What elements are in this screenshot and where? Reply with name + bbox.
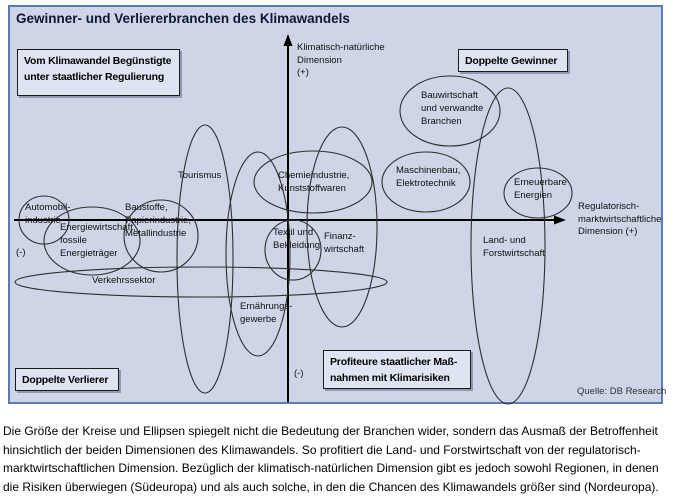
industry-label-energiewirtschaft: Energiewirtschaft, fossile Energieträger xyxy=(60,222,136,259)
y-axis-label-line: Dimension xyxy=(297,54,342,66)
y-axis-negative-label: (-) xyxy=(294,368,304,379)
source-credit: Quelle: DB Research xyxy=(577,386,667,397)
industry-label-ernaehrungsgewerbe: Ernährungs- gewerbe xyxy=(240,301,293,325)
industry-label-bauwirtschaft: Bauwirtschaft und verwandte Branchen xyxy=(421,90,484,127)
industry-label-tourismus: Tourismus xyxy=(178,170,222,181)
quadrant-box-doppelte-verlierer xyxy=(15,368,119,391)
quadrant-box-profiteure xyxy=(323,350,471,389)
quadrant-box-line: nahmen mit Klimarisiken xyxy=(330,371,450,384)
industry-label-erneuerbare-energien: Erneuerbare Energien xyxy=(514,177,567,201)
caption-text: Die Größe der Kreise und Ellipsen spiegelt nicht die Bedeutung der Branchen wider, sondern das Ausmaß der Betroffenheit hinsichtlich der beiden Dimensionen des Klimawandels. So profitiert die Land- und Forstwirtschaft von der regulatorisch-marktwirtschaftlichen Dimension. Bezüglich der klimatisch-natürlichen Dimension gibt es jedoch sowohl Regionen, in denen die Risiken überwiegen (Südeuropa) und als auch solche, in den die Chancen des Klimawandels größer sind (Nordeuropa). xyxy=(3,424,659,494)
y-axis-label-line: Klimatisch-natürliche xyxy=(297,42,385,53)
quadrant-box-doppelte-gewinner xyxy=(458,49,568,72)
x-axis-arrow-icon xyxy=(554,216,566,225)
quadrant-box-beguenstigte xyxy=(17,49,180,96)
quadrant-box-line: Doppelte Verlierer xyxy=(22,374,109,386)
quadrant-box-line: Vom Klimawandel Begünstigte xyxy=(24,55,172,67)
page-title: Gewinner- und Verliererbranchen des Klimawandels xyxy=(16,11,350,26)
x-axis-negative-label: (-) xyxy=(16,247,26,258)
x-axis-label-line: Dimension (+) xyxy=(578,226,638,237)
x-axis-label xyxy=(578,201,661,239)
x-axis-label-line: marktwirtschaftliche xyxy=(578,213,662,225)
quadrant-box-line: Profiteure staatlicher Maß- xyxy=(330,356,458,368)
y-axis-label-line: (+) xyxy=(297,67,309,78)
quadrant-box-line: unter staatlicher Regulierung xyxy=(24,70,165,83)
y-axis-label xyxy=(297,42,385,80)
industry-label-automobilindustrie: Automobil- industrie xyxy=(25,202,71,226)
industry-label-finanzwirtschaft: Finanz- wirtschaft xyxy=(324,231,365,255)
ellipse-tourismus xyxy=(177,125,233,393)
industry-label-baustoffe: Baustoffe, Papierindustrie, Metallindustrie xyxy=(125,202,192,239)
x-axis-label-line: Regulatorisch- xyxy=(578,201,640,212)
y-axis-arrow-icon xyxy=(284,34,293,46)
ellipse-verkehrssektor xyxy=(15,267,387,297)
industry-label-land-forstwirtschaft: Land- und Forstwirtschaft xyxy=(483,235,545,259)
industry-label-chemieindustrie: Chemieindustrie, Kunststoffwaren xyxy=(278,170,350,194)
industry-label-textil-bekleidung: Textil und Bekleidung xyxy=(273,227,321,251)
quadrant-box-line: Doppelte Gewinner xyxy=(465,55,558,67)
industry-label-verkehrssektor: Verkehrssektor xyxy=(92,275,156,286)
industry-label-maschinenbau: Maschinenbau, Elektrotechnik xyxy=(396,165,461,189)
